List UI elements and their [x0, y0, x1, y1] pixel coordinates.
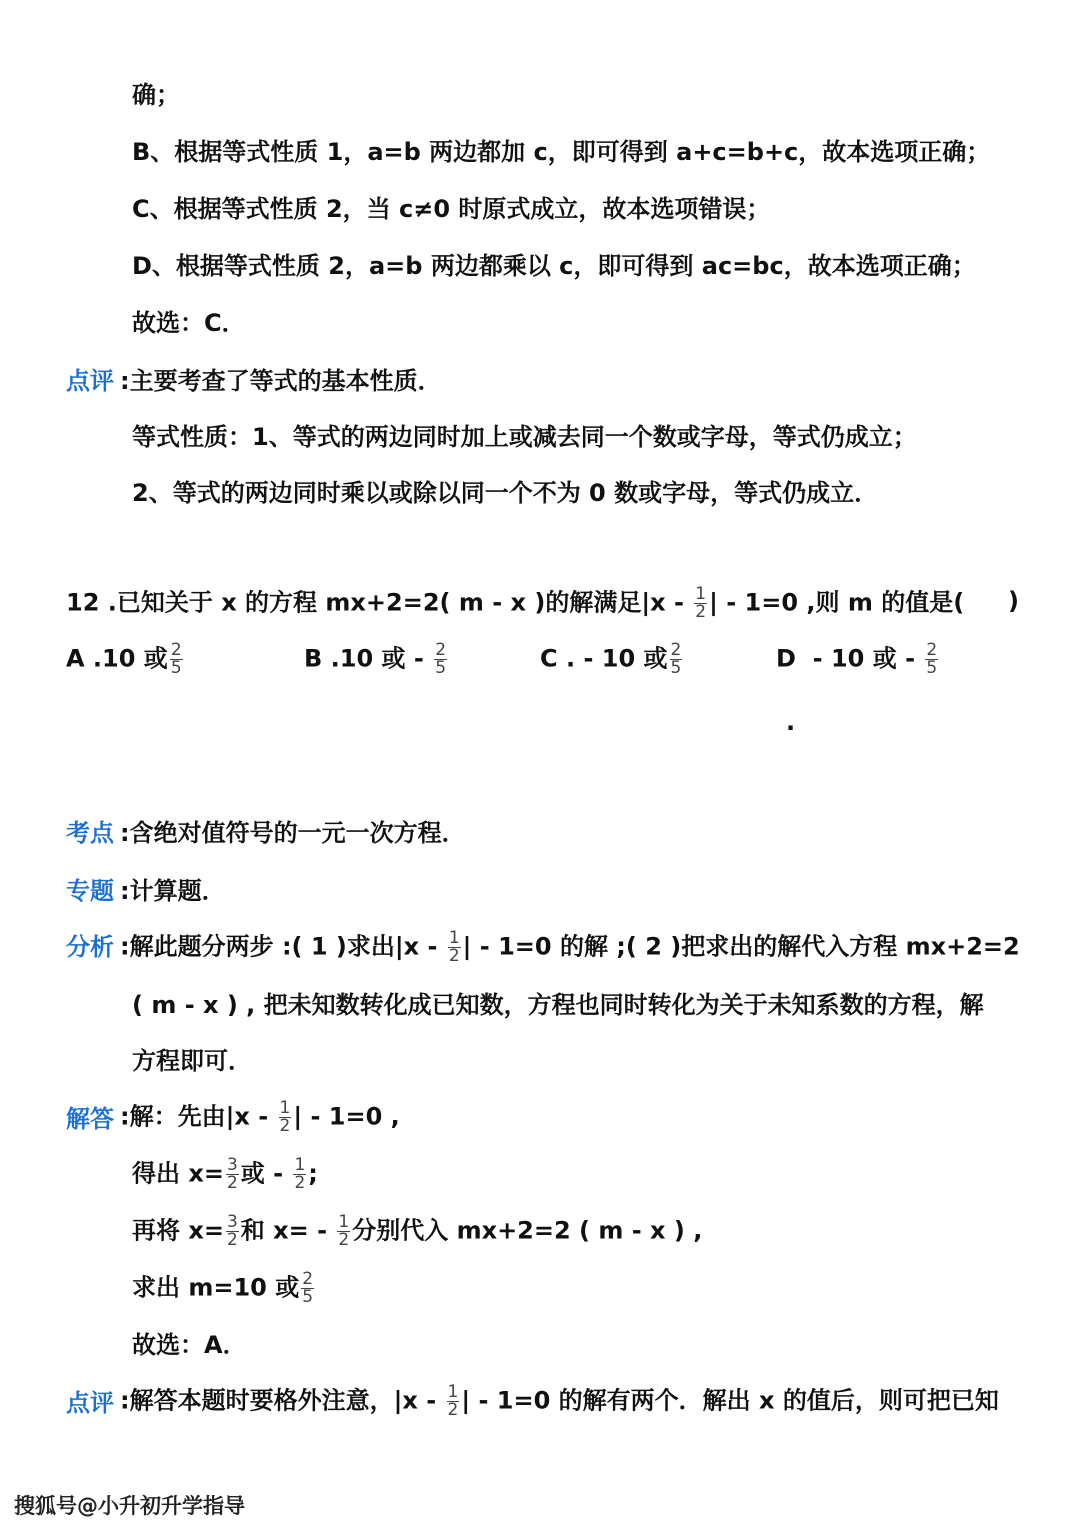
text-line: :含绝对值符号的一元一次方程．	[120, 819, 466, 847]
text-line: 方程即可．	[132, 1047, 252, 1075]
text-line: 得出 x= $\frac{3}{2}$ 或 - $\frac{1}{2}$ ;	[132, 1155, 318, 1193]
text-line: D、根据等式性质 2，a=b 两边都乘以 c，即可得到 ac=bc，故本选项正确；	[132, 252, 976, 280]
text-line: B、根据等式性质 1，a=b 两边都加 c，即可得到 a+c=b+c，故本选项正确；	[132, 138, 991, 166]
section-label-dianping: 点评	[66, 1389, 114, 1417]
section-label-kaodian: 考点	[66, 819, 114, 847]
option-d: D - 10 或 - $\frac{2}{5}$	[776, 640, 938, 678]
fraction: $\frac{2}{5}$	[170, 640, 182, 678]
text-line: 确；	[132, 81, 180, 109]
section-label-jieda: 解答	[66, 1105, 114, 1133]
text-line: :主要考查了等式的基本性质．	[120, 367, 442, 395]
fraction: $\frac{1}{2}$	[695, 584, 707, 622]
text-line: 2、等式的两边同时乘以或除以同一个不为 0 数或字母，等式仍成立．	[132, 479, 879, 507]
fraction: $\frac{1}{2}$	[279, 1098, 291, 1136]
section-label-comment: 点评	[66, 367, 114, 395]
question-stem: 12 .已知关于 x 的方程 mx+2=2( m - x )的解满足|x - $\frac{1}{2}$ | - 1=0 ,则 m 的值是(	[66, 584, 965, 622]
fraction: $\frac{3}{2}$	[226, 1212, 238, 1250]
fraction: $\frac{2}{5}$	[435, 640, 447, 678]
fraction: $\frac{2}{5}$	[302, 1269, 314, 1307]
stray-dot: .	[786, 708, 796, 736]
fraction: $\frac{1}{2}$	[338, 1212, 350, 1250]
fraction: $\frac{1}{2}$	[447, 1382, 459, 1420]
text-line: 求出 m=10 或 $\frac{2}{5}$	[132, 1269, 314, 1307]
option-a: A .10 或 $\frac{2}{5}$	[66, 640, 182, 678]
section-label-zhuanti: 专题	[66, 877, 114, 905]
text-line: :解此题分两步 :( 1 )求出|x - $\frac{1}{2}$ | - 1=0 的解 ;( 2 )把求出的解代入方程 mx+2=2	[120, 928, 1020, 966]
text-line: :解：先由|x - $\frac{1}{2}$ | - 1=0 ,	[120, 1098, 400, 1136]
answer-paren-close: )	[1008, 587, 1019, 615]
text-line: 等式性质：1、等式的两边同时加上或减去同一个数或字母，等式仍成立；	[132, 423, 917, 451]
section-label-fenxi: 分析	[66, 933, 114, 961]
text-line: 故选：C．	[132, 309, 246, 337]
fraction: $\frac{2}{5}$	[670, 640, 682, 678]
option-b: B .10 或 - $\frac{2}{5}$	[304, 640, 447, 678]
text-line: :计算题．	[120, 877, 226, 905]
text-line: 再将 x= $\frac{3}{2}$ 和 x= - $\frac{1}{2}$ 分别代入 mx+2=2 ( m - x ) ,	[132, 1212, 703, 1250]
text-line: ( m - x ) , 把未知数转化成已知数，方程也同时转化为关于未知系数的方程，解	[132, 991, 984, 1019]
text-line: 故选：A．	[132, 1331, 247, 1359]
text-line: C、根据等式性质 2，当 c≠0 时原式成立，故本选项错误；	[132, 195, 771, 223]
fraction: $\frac{3}{2}$	[226, 1155, 238, 1193]
watermark: 搜狐号@小升初升学指导	[14, 1494, 245, 1518]
fraction: $\frac{1}{2}$	[294, 1155, 306, 1193]
fraction: $\frac{2}{5}$	[926, 640, 938, 678]
fraction: $\frac{1}{2}$	[448, 928, 460, 966]
text-line: :解答本题时要格外注意，|x - $\frac{1}{2}$ | - 1=0 的解有两个．解出 x 的值后，则可把已知	[120, 1382, 999, 1420]
option-c: C . - 10 或 $\frac{2}{5}$	[540, 640, 682, 678]
